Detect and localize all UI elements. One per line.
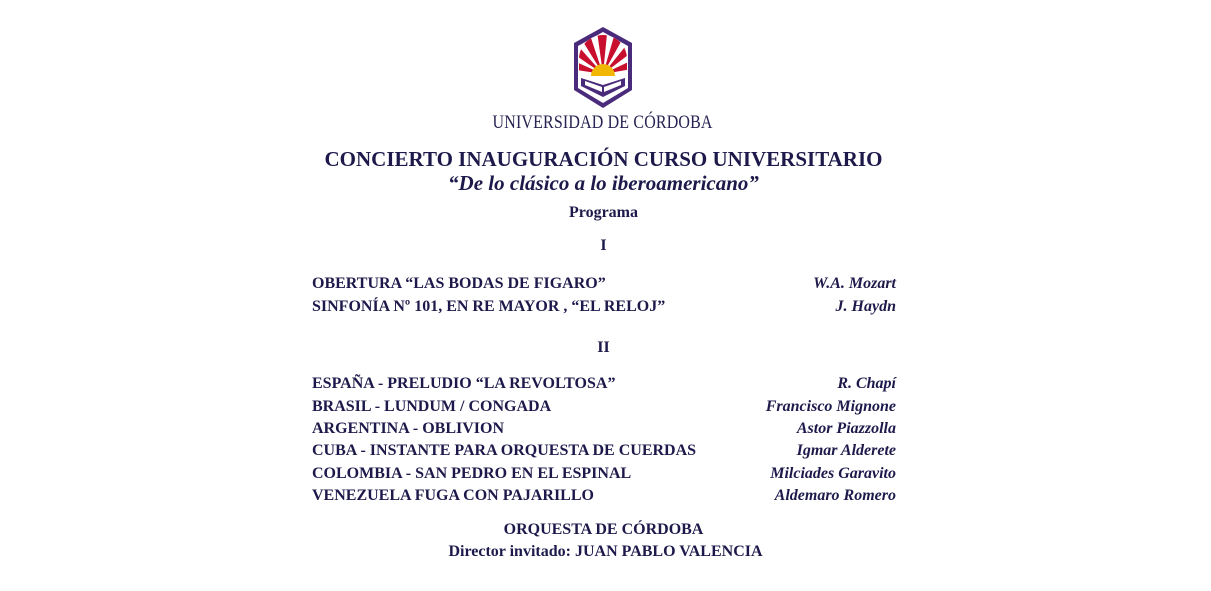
composer-name: J. Haydn <box>835 298 896 315</box>
composer-name: Aldemaro Romero <box>774 487 896 504</box>
program-item <box>312 375 896 397</box>
program-heading: Programa <box>568 204 638 221</box>
piece-title: OBERTURA “LAS BODAS DE FIGARO” <box>312 275 606 292</box>
orchestra-name: ORQUESTA DE CÓRDOBA <box>503 521 704 538</box>
university-seal-icon <box>571 26 635 110</box>
piece-title: CUBA - INSTANTE PARA ORQUESTA DE CUERDAS <box>312 442 697 459</box>
section-numeral-1: I <box>600 237 607 254</box>
composer-name: Francisco Mignone <box>765 398 896 415</box>
concert-title: CONCIERTO INAUGURACIÓN CURSO UNIVERSITARIO <box>324 147 883 171</box>
piece-title: ESPAÑA - PRELUDIO “LA REVOLTOSA” <box>312 375 616 392</box>
composer-name: W.A. Mozart <box>813 275 896 292</box>
program-item <box>312 398 896 420</box>
composer-name: R. Chapí <box>837 375 896 392</box>
piece-title: BRASIL - LUNDUM / CONGADA <box>312 398 552 415</box>
piece-title: COLOMBIA - SAN PEDRO EN EL ESPINAL <box>312 465 632 482</box>
program-item <box>312 442 896 464</box>
concert-subtitle: “De lo clásico a lo iberoamericano” <box>448 171 759 195</box>
section-numeral-2: II <box>597 339 610 356</box>
composer-name: Igmar Alderete <box>796 442 896 459</box>
composer-name: Astor Piazzolla <box>796 420 896 437</box>
program-item <box>312 420 896 442</box>
piece-title: ARGENTINA - OBLIVION <box>312 420 505 437</box>
program-item <box>312 465 896 487</box>
guest-director: Director invitado: JUAN PABLO VALENCIA <box>448 543 763 560</box>
program-item <box>312 298 896 320</box>
piece-title: VENEZUELA FUGA CON PAJARILLO <box>312 487 594 504</box>
composer-name: Milciades Garavito <box>770 465 896 482</box>
piece-title: SINFONÍA Nº 101, EN RE MAYOR , “EL RELOJ” <box>312 298 666 315</box>
university-name: UNIVERSIDAD DE CÓRDOBA <box>492 112 713 133</box>
program-item <box>312 487 896 509</box>
program-item <box>312 275 896 297</box>
